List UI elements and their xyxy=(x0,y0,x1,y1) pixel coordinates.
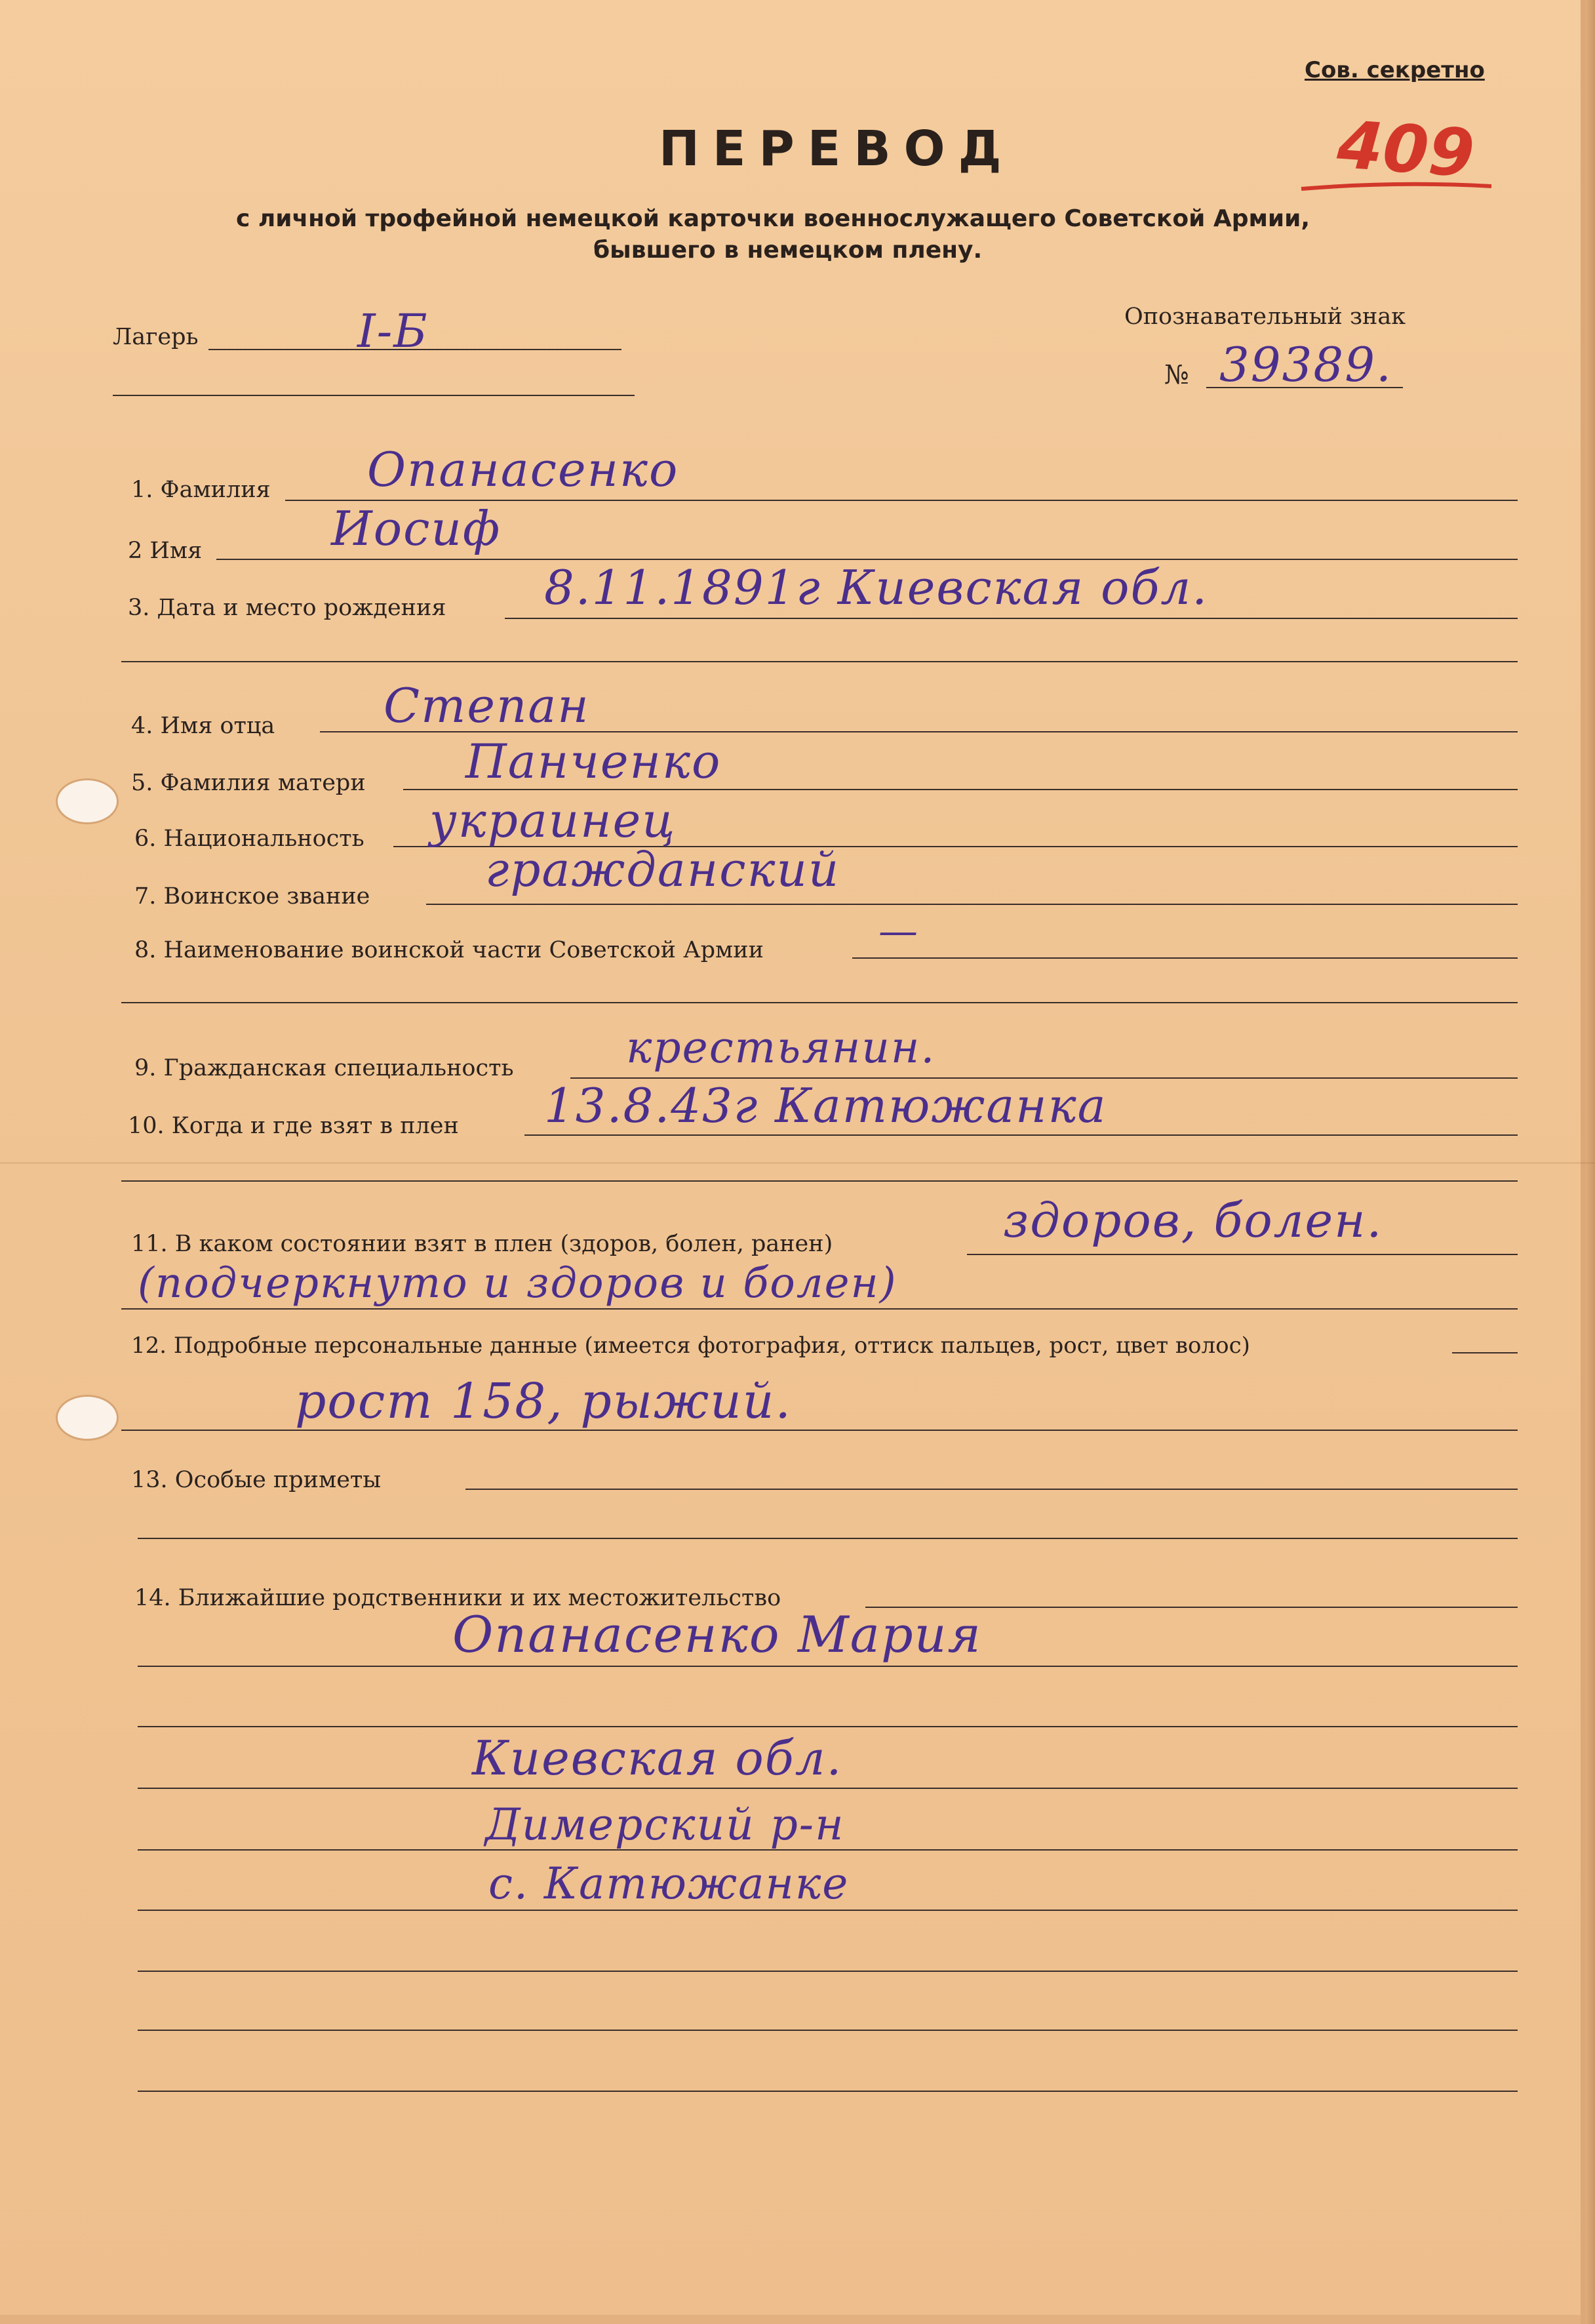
field-line xyxy=(426,904,1518,905)
field-note-condition: (подчеркнуто и здоров и болен) xyxy=(138,1259,897,1308)
id-tag-value: 39389. xyxy=(1219,337,1392,392)
field-label-birth: 3. Дата и место рождения xyxy=(128,595,446,621)
field-value-condition: здоров, болен. xyxy=(1003,1193,1383,1248)
field-line xyxy=(121,1180,1518,1182)
camp-underline-2 xyxy=(113,395,635,396)
field-value-mother-surname: Панченко xyxy=(465,734,722,789)
relatives-address-region: Киевская обл. xyxy=(472,1731,843,1786)
document-title: ПЕРЕВОД xyxy=(659,121,1015,177)
field-label-personal-data: 12. Подробные персональные данные (имеется фотография, оттиск пальцев, рост, цвет волос) xyxy=(131,1332,1250,1359)
field-line xyxy=(465,1489,1518,1490)
paper-fold xyxy=(0,1162,1595,1164)
field-line xyxy=(505,618,1518,619)
field-line xyxy=(967,1254,1518,1255)
field-value-nationality: украинец xyxy=(429,793,677,848)
field-value-civil-specialty: крестьянин. xyxy=(626,1022,936,1073)
field-value-captured: 13.8.43г Катюжанка xyxy=(544,1078,1107,1133)
field-line xyxy=(121,1430,1518,1431)
relatives-address-district: Димерский р-н xyxy=(485,1799,845,1850)
field-line xyxy=(138,1971,1518,1972)
field-label-mother-surname: 5. Фамилия матери xyxy=(131,770,366,796)
field-line xyxy=(403,789,1518,790)
archive-number: 409 xyxy=(1335,106,1477,193)
field-line xyxy=(138,2091,1518,2092)
id-tag-label: Опознавательный знак xyxy=(1124,304,1406,330)
field-label-name: 2 Имя xyxy=(128,538,203,564)
field-label-nationality: 6. Национальность xyxy=(134,826,364,852)
field-label-civil-specialty: 9. Гражданская специальность xyxy=(134,1055,514,1081)
field-line xyxy=(138,1788,1518,1789)
punch-hole xyxy=(58,1397,117,1439)
field-line xyxy=(121,661,1518,662)
field-label-condition: 11. В каком состоянии взят в плен (здоров, болен, ранен) xyxy=(131,1231,833,1257)
field-line xyxy=(1452,1352,1518,1353)
punch-hole xyxy=(58,780,117,822)
field-line xyxy=(138,1849,1518,1851)
archive-number-underline xyxy=(1298,177,1495,197)
field-line xyxy=(524,1134,1518,1136)
document-subtitle: бывшего в немецком плену. xyxy=(593,237,983,264)
camp-label: Лагерь xyxy=(113,324,199,350)
field-line xyxy=(121,1002,1518,1003)
field-value-father-name: Степан xyxy=(384,678,590,733)
field-line xyxy=(138,1726,1518,1727)
relatives-name: Опанасенко Мария xyxy=(452,1605,982,1664)
classification-stamp: Сов. секретно xyxy=(1305,57,1485,83)
field-line xyxy=(121,1308,1518,1310)
field-label-surname: 1. Фамилия xyxy=(131,477,271,503)
field-value-surname: Опанасенко xyxy=(367,442,679,497)
field-label-father-name: 4. Имя отца xyxy=(131,713,275,739)
relatives-address-village: с. Катюжанке xyxy=(488,1858,850,1909)
field-line xyxy=(138,1910,1518,1911)
field-line xyxy=(138,1666,1518,1667)
camp-value: I-Б xyxy=(357,304,429,358)
field-label-rank: 7. Воинское звание xyxy=(134,883,370,910)
document-subtitle: с личной трофейной немецкой карточки военнослужащего Советской Армии, xyxy=(236,205,1310,232)
field-value-unit: — xyxy=(878,908,919,954)
field-label-captured: 10. Когда и где взят в плен xyxy=(128,1113,459,1139)
id-tag-number-sign: № xyxy=(1164,360,1189,390)
field-label-special-marks: 13. Особые приметы xyxy=(131,1467,382,1493)
field-line xyxy=(138,1538,1518,1539)
field-value-name: Иосиф xyxy=(331,501,502,556)
field-value-personal-data: рост 158, рыжий. xyxy=(295,1373,792,1430)
field-line xyxy=(852,957,1518,959)
field-label-unit: 8. Наименование воинской части Советской Армии xyxy=(134,937,764,963)
field-value-birth: 8.11.1891г Киевская обл. xyxy=(544,560,1209,615)
field-value-rank: гражданский xyxy=(485,842,840,897)
field-line xyxy=(138,2030,1518,2031)
field-label-relatives: 14. Ближайшие родственники и их местожительство xyxy=(134,1585,781,1611)
